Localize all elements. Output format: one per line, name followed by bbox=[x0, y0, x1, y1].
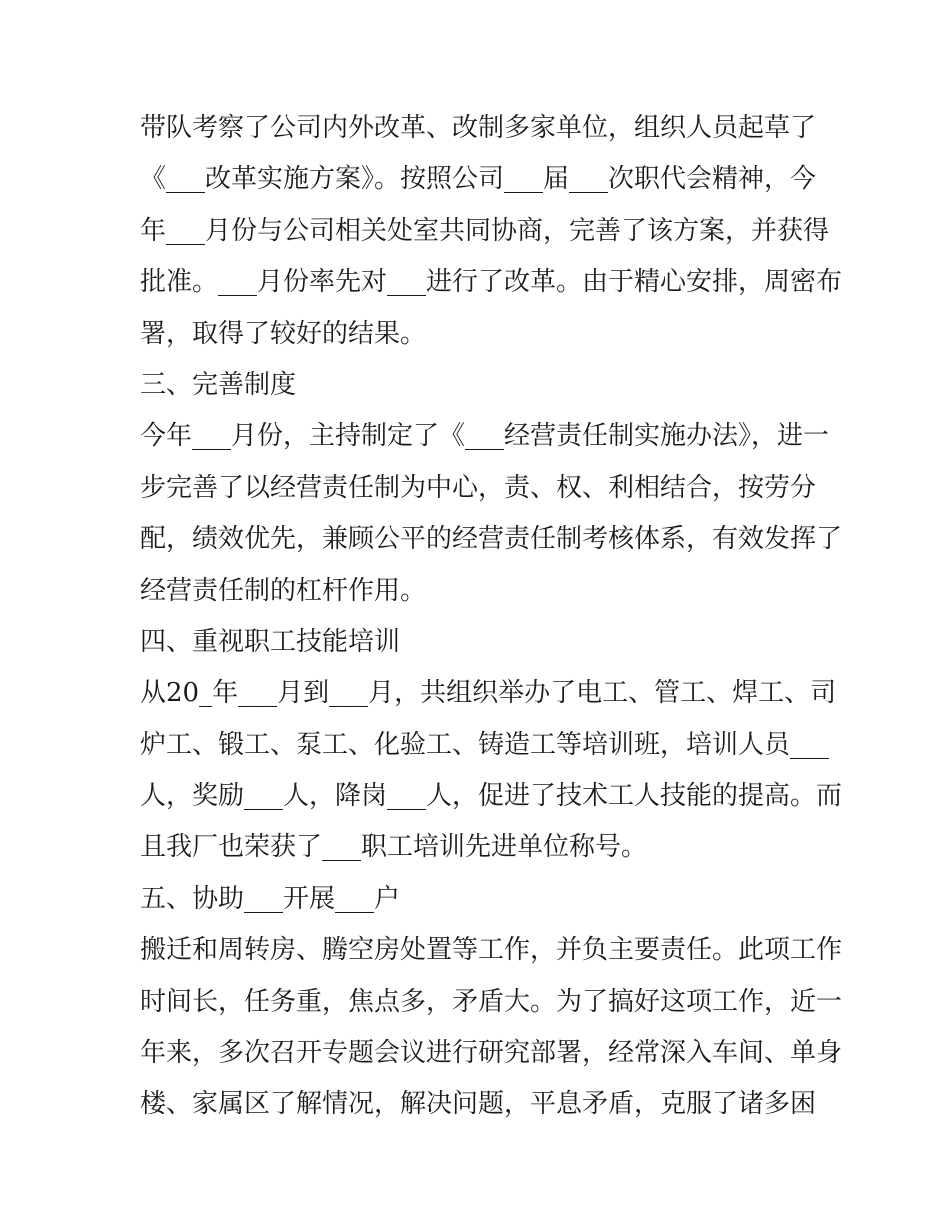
body-line: 《___改革实施方案》。按照公司___届___次职代会精神，今 bbox=[140, 164, 817, 195]
body-line: 从20_年___月到___月，共组织举办了电工、管工、焊工、司 bbox=[140, 678, 837, 709]
section-heading: 五、协助___开展___户 bbox=[140, 883, 401, 914]
document-body bbox=[140, 106, 843, 1134]
body-line: 步完善了以经营责任制为中心，责、权、利相结合，按劳分 bbox=[140, 472, 817, 503]
body-line: 楼、家属区了解情况，解决问题，平息矛盾，克服了诸多困 bbox=[140, 1089, 817, 1120]
body-line: 批准。___月份率先对___进行了改革。由于精心安排，周密布 bbox=[140, 267, 843, 298]
body-line: 且我厂也荣获了___职工培训先进单位称号。 bbox=[140, 832, 648, 863]
section-heading: 三、完善制度 bbox=[140, 369, 297, 400]
body-line: 年___月份与公司相关处室共同协商，完善了该方案，并获得 bbox=[140, 215, 830, 246]
body-line: 带队考察了公司内外改革、改制多家单位，组织人员起草了 bbox=[140, 113, 817, 143]
body-line: 配，绩效优先，兼顾公平的经营责任制考核体系，有效发挥了 bbox=[140, 524, 843, 555]
body-line: 人，奖励___人，降岗___人，促进了技术工人技能的提高。而 bbox=[140, 781, 843, 812]
body-line: 炉工、锻工、泵工、化验工、铸造工等培训班，培训人员___ bbox=[140, 729, 830, 760]
body-line: 今年___月份，主持制定了《___经营责任制实施办法》，进一 bbox=[140, 421, 830, 452]
body-line: 经营责任制的杠杆作用。 bbox=[140, 575, 427, 606]
body-line: 搬迁和周转房、腾空房处置等工作，并负主要责任。此项工作 bbox=[140, 935, 843, 966]
body-line: 时间长，任务重，焦点多，矛盾大。为了搞好这项工作，近一 bbox=[140, 986, 843, 1017]
body-line: 年来，多次召开专题会议进行研究部署，经常深入车间、单身 bbox=[140, 1038, 843, 1069]
body-line: 署，取得了较好的结果。 bbox=[140, 318, 427, 349]
section-heading: 四、重视职工技能培训 bbox=[140, 626, 401, 657]
